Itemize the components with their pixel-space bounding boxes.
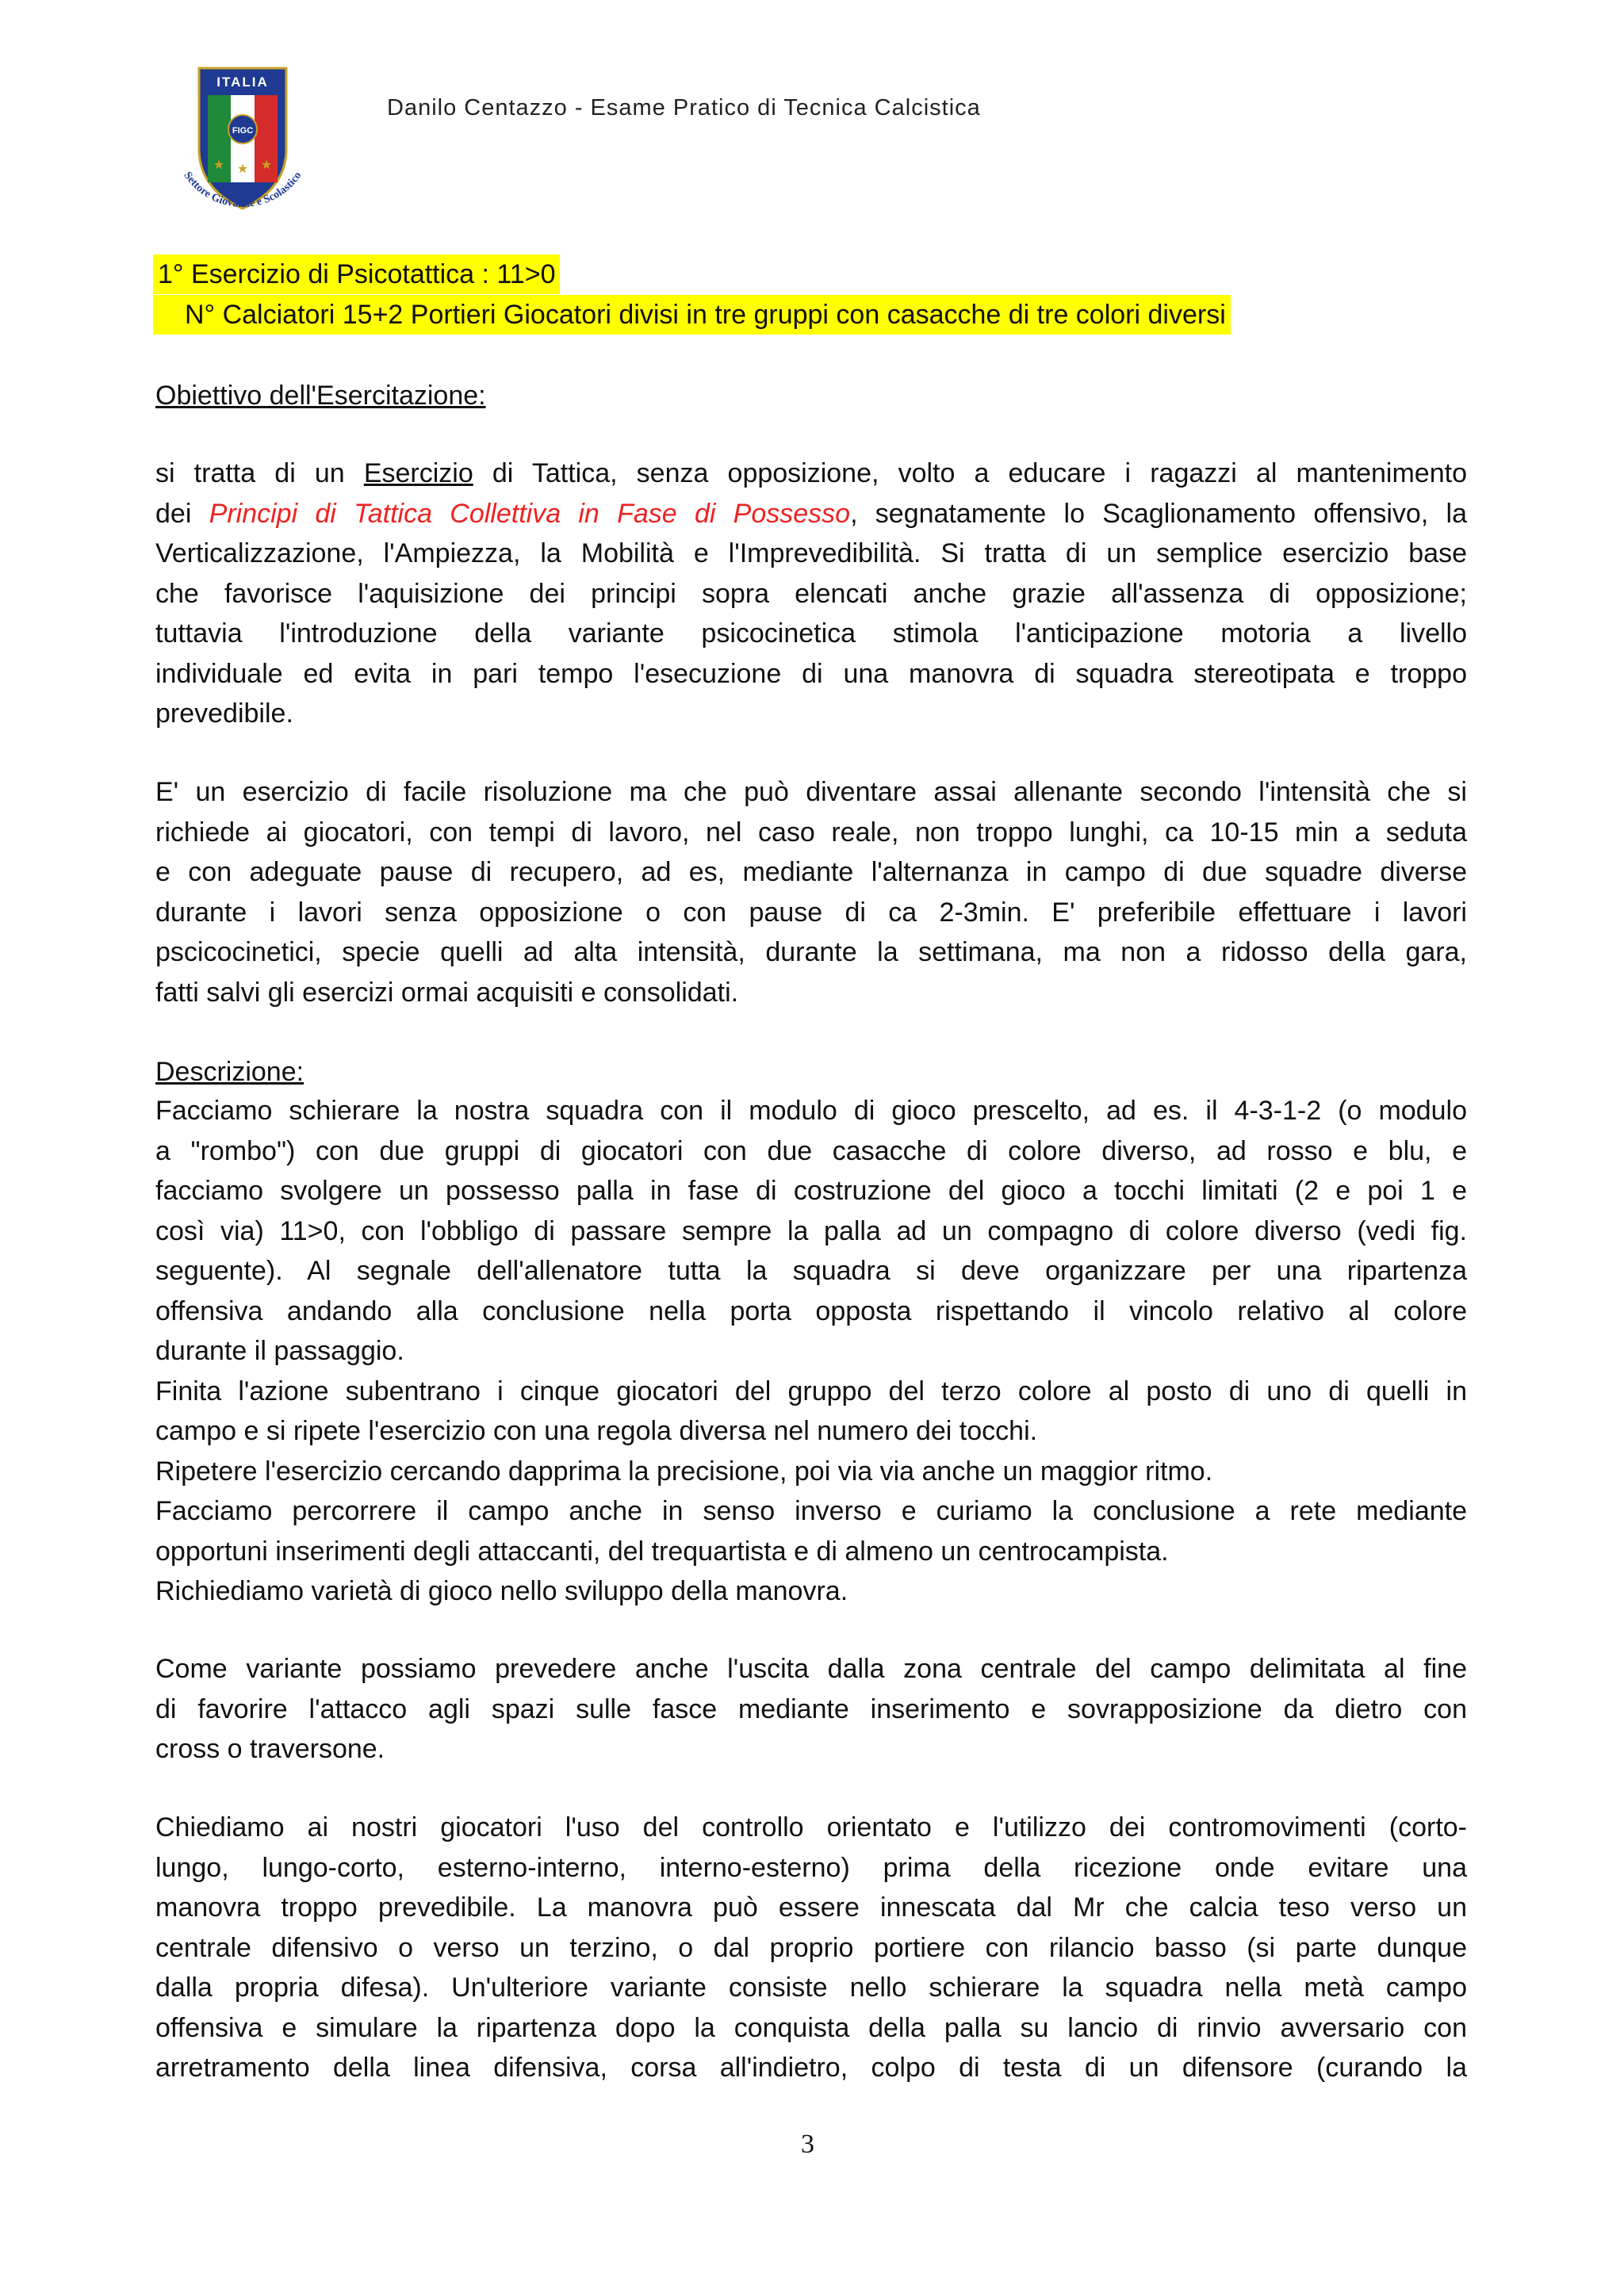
paragraph-line: individuale ed evita in pari tempo l'esecuzione di una manovra di squadra stereotipata e troppo	[155, 658, 1467, 689]
paragraph-line: Finita l'azione subentrano i cinque giocatori del gruppo del terzo colore al posto di uno di quelli in	[155, 1376, 1467, 1406]
paragraph-line: che favorisce l'aquisizione dei principi sopra elencati anche grazie all'assenza di opposizione;	[155, 578, 1467, 609]
paragraph-line: manovra troppo prevedibile. La manovra può essere innescata dal Mr che calcia teso verso un	[155, 1892, 1467, 1923]
paragraph-line: a "rombo") con due gruppi di giocatori con due casacche di colore diverso, ad rosso e blu, e	[155, 1135, 1467, 1166]
paragraph-line: tuttavia l'introduzione della variante psicocinetica stimola l'anticipazione motoria a livello	[155, 618, 1467, 649]
paragraph-line: E' un esercizio di facile risoluzione ma che può diventare assai allenante secondo l'intensità che si	[155, 777, 1467, 807]
svg-text:★: ★	[260, 159, 273, 172]
objective-paragraph-2	[155, 772, 1467, 1012]
running-header: Danilo Centazzo - Esame Pratico di Tecnica Calcistica	[387, 95, 981, 121]
paragraph-line: pscicocinetici, specie quelli ad alta intensità, durante la settimana, ma non a ridosso della gara,	[155, 937, 1467, 967]
objective-heading: Obiettivo dell'Esercitazione:	[155, 381, 486, 411]
paragraph-line: offensiva e simulare la ripartenza dopo la conquista della palla su lancio di rinvio avversario con	[155, 2012, 1467, 2043]
exercise-title: 1° Esercizio di Psicotattica : 11>0	[153, 254, 560, 294]
paragraph-line: facciamo svolgere un possesso palla in fase di costruzione del gioco a tocchi limitati (2 e poi 1 e	[155, 1176, 1467, 1206]
figc-shield-logo-icon	[155, 62, 330, 220]
svg-text:FIGC: FIGC	[232, 126, 254, 136]
paragraph-line: così via) 11>0, con l'obbligo di passare sempre la palla ad un compagno di colore diverso (vedi fig.	[155, 1215, 1467, 1246]
paragraph-line: centrale difensivo o verso un terzino, o dal proprio portiere con rilancio basso (si parte dunque	[155, 1932, 1467, 1963]
paragraph-line: lungo, lungo-corto, esterno-interno, interno-esterno) prima della ricezione onde evitare una	[155, 1852, 1467, 1883]
description-paragraph-1	[155, 1091, 1467, 1612]
paragraph-line: seguente). Al segnale dell'allenatore tutta la squadra si deve organizzare per una ripartenza	[155, 1256, 1467, 1286]
paragraph-line: richiede ai giocatori, con tempi di lavoro, nel caso reale, non troppo lunghi, ca 10-15 min a seduta	[155, 817, 1467, 848]
paragraph-line: Chiediamo ai nostri giocatori l'uso del controllo orientato e l'utilizzo dei contromovimenti (corto-	[155, 1812, 1467, 1843]
description-heading: Descrizione:	[155, 1057, 304, 1087]
objective-paragraph-1	[155, 453, 1467, 734]
paragraph-line: Facciamo percorrere il campo anche in senso inverso e curiamo la conclusione a rete mediante	[155, 1496, 1467, 1526]
svg-text:★: ★	[236, 163, 249, 176]
paragraph-line: Facciamo schierare la nostra squadra con il modulo di gioco prescelto, ad es. il 4-3-1-2 (o modulo	[155, 1096, 1467, 1126]
underlined-term: Esercizio	[363, 458, 473, 488]
description-variant-paragraph	[155, 1649, 1467, 1770]
paragraph-line: Richiediamo varietà di gioco nello sviluppo della manovra.	[155, 1576, 848, 1606]
paragraph-line: prevedibile.	[155, 698, 293, 729]
paragraph-line: cross o traversone.	[155, 1734, 385, 1764]
paragraph-line: Come variante possiamo prevedere anche l'uscita dalla zona centrale del campo delimitata al fine	[155, 1654, 1467, 1684]
paragraph-line: Ripetere l'esercizio cercando dapprima la precisione, poi via via anche un maggior ritmo.	[155, 1456, 1213, 1487]
exercise-subtitle: N° Calciatori 15+2 Portieri Giocatori divisi in tre gruppi con casacche di tre colori diversi	[153, 295, 1231, 335]
paragraph-line: Verticalizzazione, l'Ampiezza, la Mobilità e l'Imprevedibilità. Si tratta di un semplice esercizio base	[155, 538, 1467, 568]
paragraph-line: fatti salvi gli esercizi ormai acquisiti e consolidati.	[155, 977, 739, 1008]
page-number: 3	[801, 2130, 814, 2159]
svg-text:★: ★	[213, 159, 225, 172]
paragraph-line: durante i lavori senza opposizione o con pause di ca 2-3min. E' preferibile effettuare i lavori	[155, 897, 1467, 928]
svg-text:ITALIA: ITALIA	[216, 75, 269, 90]
paragraph-line: e con adeguate pause di recupero, ad es, mediante l'alternanza in campo di due squadre diverse	[155, 857, 1467, 887]
paragraph-line: si tratta di un Esercizio di Tattica, senza opposizione, volto a educare i ragazzi al mantenimento	[155, 458, 1467, 488]
svg-text:Settore Giovanile e Scolastico: Settore Giovanile e Scolastico	[181, 170, 304, 211]
paragraph-line: campo e si ripete l'esercizio con una regola diversa nel numero dei tocchi.	[155, 1416, 1038, 1446]
paragraph-line: di favorire l'attacco agli spazi sulle fasce mediante inserimento e sovrapposizione da dietro con	[155, 1693, 1467, 1724]
paragraph-line: durante il passaggio.	[155, 1336, 404, 1366]
paragraph-line: dei Principi di Tattica Collettiva in Fase di Possesso, segnatamente lo Scaglionamento offensivo, la	[155, 498, 1467, 529]
emphasis-red-italic: Principi di Tattica Collettiva in Fase di Possesso	[209, 498, 851, 529]
paragraph-line: opportuni inserimenti degli attaccanti, del trequartista e di almeno un centrocampista.	[155, 1536, 1169, 1567]
paragraph-line: offensiva andando alla conclusione nella porta opposta rispettando il vincolo relativo al colore	[155, 1295, 1467, 1326]
paragraph-line: arretramento della linea difensiva, corsa all'indietro, colpo di testa di un difensore (curando la	[155, 2053, 1467, 2083]
paragraph-line: dalla propria difesa). Un'ulteriore variante consiste nello schierare la squadra nella metà campo	[155, 1973, 1467, 2003]
description-controls-paragraph	[155, 1808, 1467, 2088]
